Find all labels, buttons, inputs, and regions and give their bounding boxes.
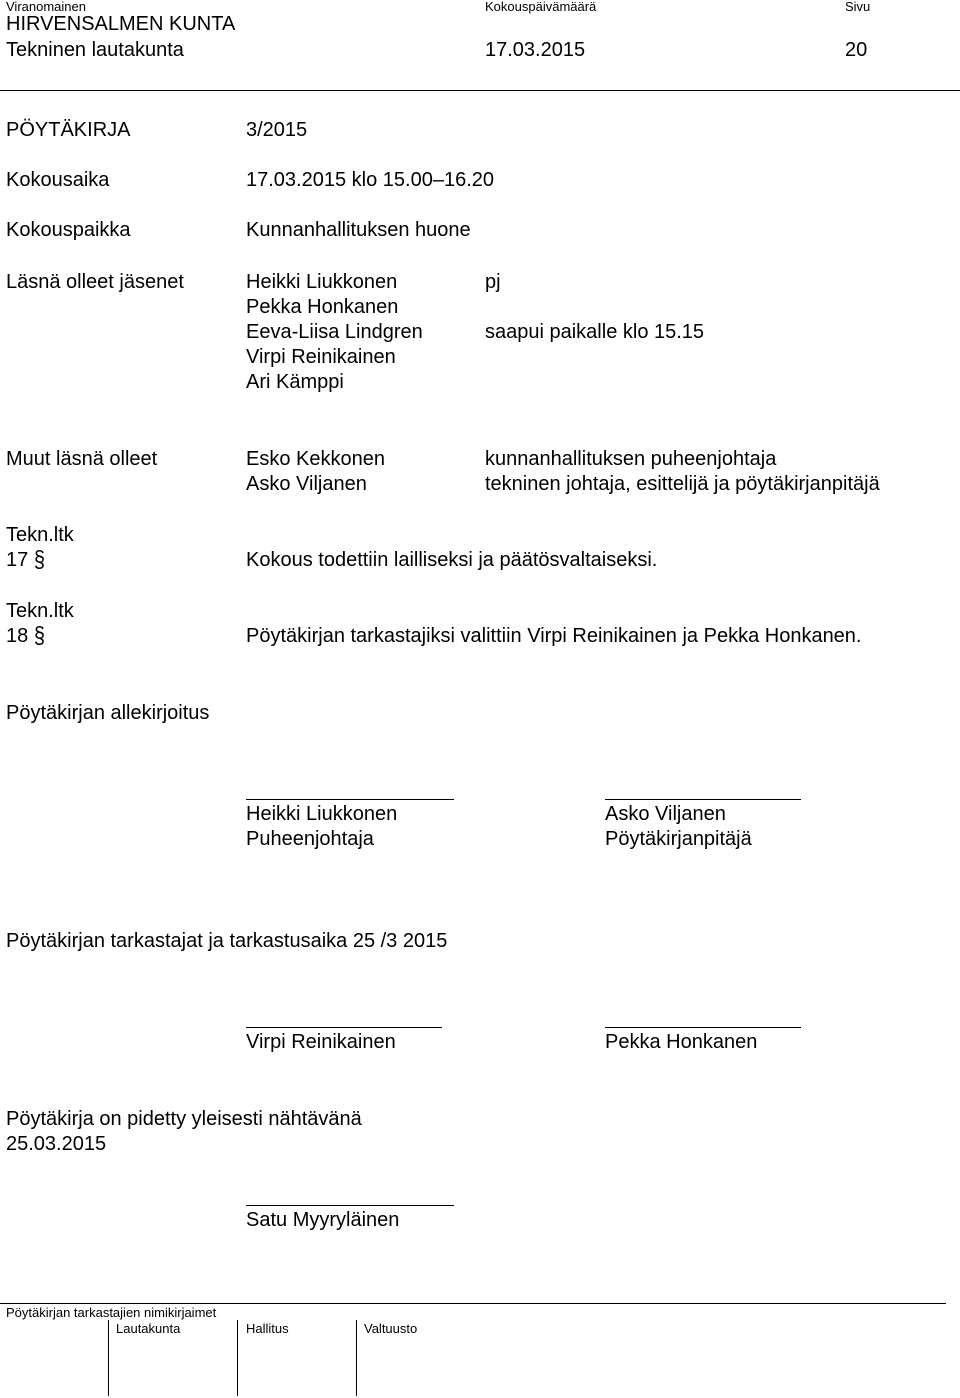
other-role: kunnanhallituksen puheenjohtaja	[485, 448, 777, 470]
member-note: saapui paikalle klo 15.15	[485, 321, 705, 343]
member-name: Heikki Liukkonen	[246, 271, 398, 293]
reviewer-name: Pekka Honkanen	[605, 1031, 758, 1053]
page-number: 20	[845, 39, 868, 61]
meeting-date: 17.03.2015	[485, 39, 586, 61]
signer-name: Heikki Liukkonen	[246, 803, 398, 825]
header-label-page: Sivu	[845, 0, 871, 14]
meeting-time-value: 17.03.2015 klo 15.00–16.20	[246, 169, 494, 191]
header-divider	[0, 90, 960, 91]
footer-column-divider	[356, 1320, 357, 1396]
signer-title: Puheenjohtaja	[246, 828, 374, 850]
doc-type-label: PÖYTÄKIRJA	[6, 119, 131, 141]
header-label-date: Kokouspäivämäärä	[485, 0, 597, 14]
signature-line	[246, 1205, 454, 1206]
signing-label: Pöytäkirjan allekirjoitus	[6, 702, 210, 724]
doc-number: 3/2015	[246, 119, 308, 141]
footer-col-board: Lautakunta	[116, 1321, 181, 1336]
footer-col-council: Valtuusto	[364, 1321, 418, 1336]
section-org: Tekn.ltk	[6, 600, 74, 622]
section-symbol: §	[33, 623, 45, 649]
header-label-authority: Viranomainen	[6, 0, 86, 14]
members-label: Läsnä olleet jäsenet	[6, 271, 184, 293]
meeting-place-value: Kunnanhallituksen huone	[246, 219, 471, 241]
signature-line	[605, 1027, 801, 1028]
reviewer-name: Virpi Reinikainen	[246, 1031, 396, 1053]
section-text: Kokous todettiin lailliseksi ja päätösvaltaiseksi.	[246, 549, 658, 571]
review-label: Pöytäkirjan tarkastajat ja tarkastusaika 25 /3 2015	[6, 930, 448, 952]
signer-name: Asko Viljanen	[605, 803, 726, 825]
other-name: Asko Viljanen	[246, 473, 367, 495]
signature-line	[246, 799, 454, 800]
member-note: pj	[485, 271, 501, 293]
authority-name: Tekninen lautakunta	[6, 39, 184, 61]
member-name: Eeva-Liisa Lindgren	[246, 321, 423, 343]
member-name: Ari Kämppi	[246, 371, 344, 393]
section-symbol: §	[33, 547, 45, 573]
section-org: Tekn.ltk	[6, 524, 74, 546]
footer-column-divider	[237, 1320, 238, 1396]
meeting-place-label: Kokouspaikka	[6, 219, 131, 241]
section-text: Pöytäkirjan tarkastajiksi valittiin Virpi Reinikainen ja Pekka Honkanen.	[246, 625, 862, 647]
section-number: 17 §	[6, 548, 45, 573]
footer-col-government: Hallitus	[246, 1321, 289, 1336]
signature-line	[605, 799, 801, 800]
initials-label: Pöytäkirjan tarkastajien nimikirjaimet	[6, 1305, 217, 1320]
display-signer: Satu Myyryläinen	[246, 1209, 400, 1231]
other-role: tekninen johtaja, esittelijä ja pöytäkirjanpitäjä	[485, 473, 880, 495]
member-name: Virpi Reinikainen	[246, 346, 396, 368]
other-name: Esko Kekkonen	[246, 448, 385, 470]
others-label: Muut läsnä olleet	[6, 448, 158, 470]
meeting-time-label: Kokousaika	[6, 169, 110, 191]
display-text: Pöytäkirja on pidetty yleisesti nähtävänä	[6, 1108, 362, 1130]
member-name: Pekka Honkanen	[246, 296, 399, 318]
footer-column-divider	[108, 1320, 109, 1396]
section-number: 18 §	[6, 624, 45, 649]
display-date: 25.03.2015	[6, 1133, 107, 1155]
signature-line	[246, 1027, 442, 1028]
signer-title: Pöytäkirjanpitäjä	[605, 828, 752, 850]
municipality-name: HIRVENSALMEN KUNTA	[6, 13, 236, 35]
footer-divider	[0, 1303, 946, 1304]
